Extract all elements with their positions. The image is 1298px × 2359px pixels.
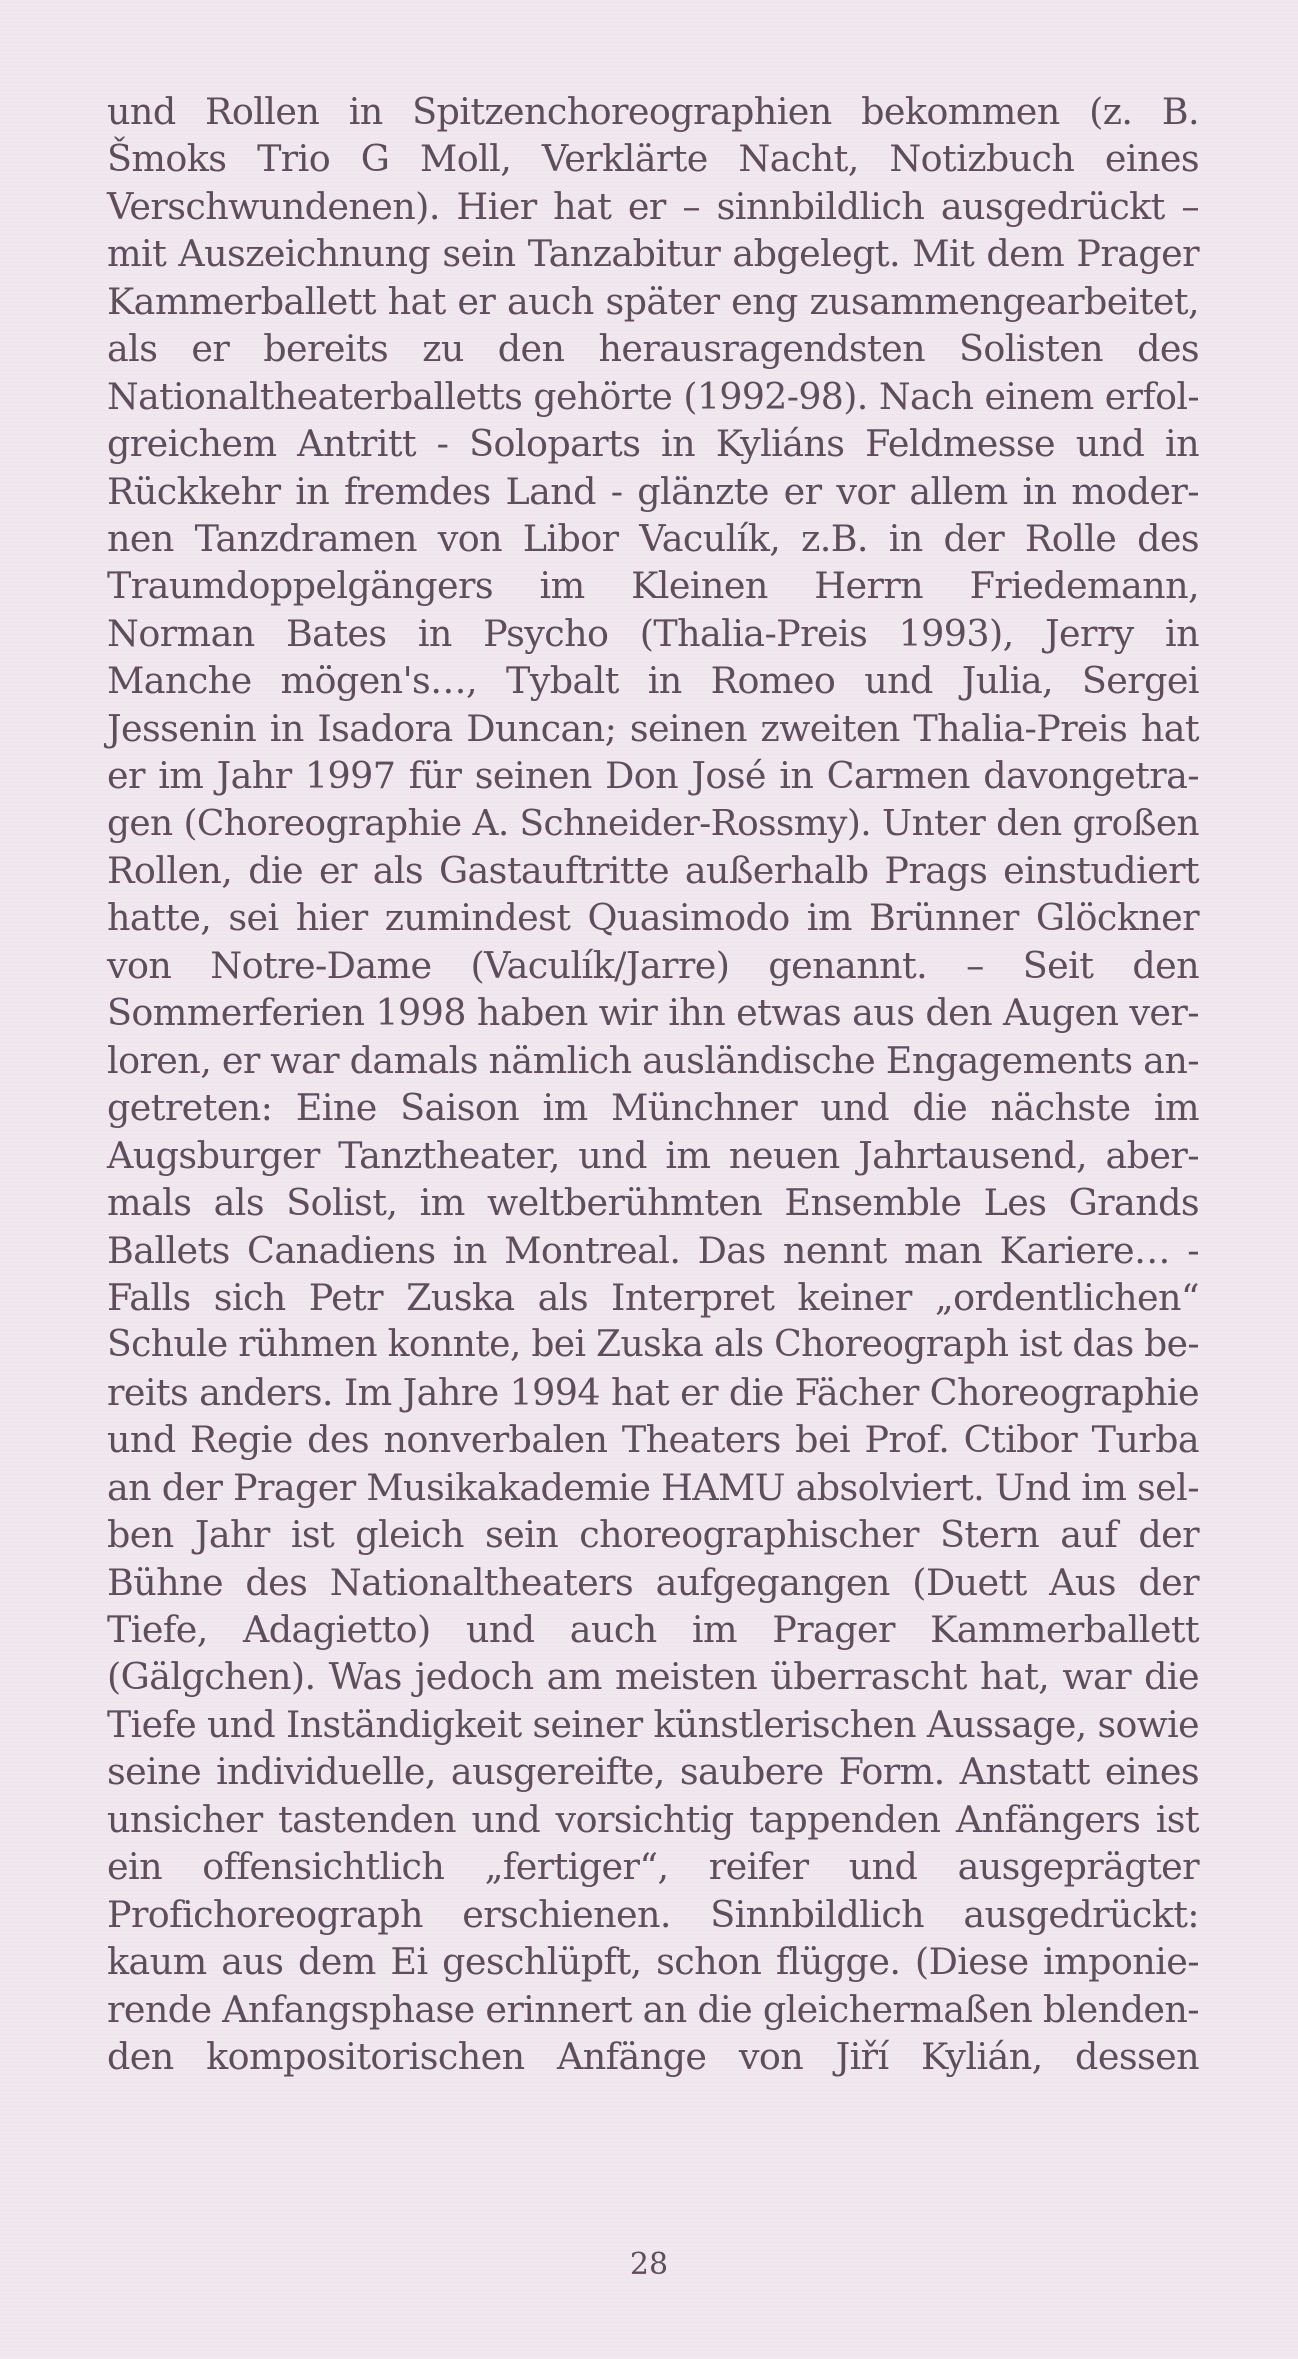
text-line-6: als er bereits zu den herausragendsten Solisten des <box>107 327 1199 371</box>
text-line-40: kaum aus dem Ei geschlüpft, schon flügge. (Diese imponie- <box>107 1940 1199 1984</box>
text-line-18: hatte, sei hier zumindest Quasimodo im Brünner Glöckner <box>107 896 1199 940</box>
text-line-27: Schule rühmen konnte, bei Zuska als Choreograph ist das be- <box>107 1323 1199 1366</box>
text-line-14: Jessenin in Isadora Duncan; seinen zweiten Thalia-Preis hat <box>107 706 1199 750</box>
text-line-21: loren, er war damals nämlich ausländische Engagements an- <box>107 1038 1199 1082</box>
text-line-11: Traumdoppelgängers im Kleinen Herrn Friedemann, <box>107 564 1199 608</box>
text-line-9: Rückkehr in fremdes Land - glänzte er vor allem in moder- <box>107 469 1199 513</box>
text-line-34: (Gälgchen). Was jedoch am meisten überrascht hat, war die <box>107 1655 1199 1699</box>
text-line-16: gen (Choreographie A. Schneider-Rossmy). Unter den großen <box>107 802 1199 844</box>
text-line-5: Kammerballett hat er auch später eng zusammengearbeitet, <box>107 279 1199 323</box>
text-line-42: den kompositorischen Anfänge von Jiří Kylián, dessen <box>107 2034 1199 2078</box>
text-line-35: Tiefe und Inständigkeit seiner künstlerischen Aussage, sowie <box>107 1702 1199 1746</box>
text-line-41: rende Anfangsphase erinnert an die gleichermaßen blenden- <box>107 1987 1199 2031</box>
text-line-31: ben Jahr ist gleich sein choreographischer Stern auf der <box>107 1513 1199 1557</box>
text-line-7: Nationaltheaterballetts gehörte (1992-98). Nach einem erfol- <box>107 374 1199 418</box>
body-text <box>107 88 1199 2080</box>
text-line-10: nen Tanzdramen von Libor Vaculík, z.B. in der Rolle des <box>107 516 1199 560</box>
text-line-23: Augsburger Tanztheater, und im neuen Jahrtausend, aber- <box>107 1133 1199 1177</box>
text-line-33: Tiefe, Adagietto) und auch im Prager Kammerballett <box>107 1608 1199 1651</box>
text-line-29: und Regie des nonverbalen Theaters bei Prof. Ctibor Turba <box>107 1418 1199 1462</box>
text-line-26: Falls sich Petr Zuska als Interpret keiner „ordentlichen“ <box>107 1275 1199 1319</box>
text-line-12: Norman Bates in Psycho (Thalia-Preis 1993), Jerry in <box>107 611 1199 655</box>
text-line-3: Verschwundenen). Hier hat er – sinnbildlich ausgedrückt – <box>107 184 1199 228</box>
page-number: 28 <box>629 2247 669 2282</box>
text-line-8: greichem Antritt - Soloparts in Kyliáns Feldmesse und in <box>107 422 1199 466</box>
text-line-15: er im Jahr 1997 für seinen Don José in Carmen davongetra- <box>107 754 1199 798</box>
text-line-2: Šmoks Trio G Moll, Verklärte Nacht, Notizbuch eines <box>107 137 1199 181</box>
text-line-19: von Notre-Dame (Vaculík/Jarre) genannt. – Seit den <box>107 943 1199 987</box>
text-line-28: reits anders. Im Jahre 1994 hat er die Fächer Choreographie <box>107 1370 1199 1414</box>
text-line-38: ein offensichtlich „fertiger“, reifer und ausgeprägter <box>107 1845 1199 1889</box>
text-line-39: Profichoreograph erschienen. Sinnbildlich ausgedrückt: <box>107 1892 1199 1936</box>
text-line-1: und Rollen in Spitzenchoreographien bekommen (z. B. <box>107 90 1199 133</box>
text-line-20: Sommerferien 1998 haben wir ihn etwas aus den Augen ver- <box>107 991 1199 1035</box>
text-line-36: seine individuelle, ausgereifte, saubere Form. Anstatt eines <box>107 1750 1199 1794</box>
text-line-37: unsicher tastenden und vorsichtig tappenden Anfängers ist <box>107 1797 1199 1841</box>
text-line-13: Manche mögen's…, Tybalt in Romeo und Julia, Sergei <box>107 659 1199 703</box>
text-line-17: Rollen, die er als Gastauftritte außerhalb Prags einstudiert <box>107 849 1199 892</box>
text-line-32: Bühne des Nationaltheaters aufgegangen (Duett Aus der <box>107 1560 1199 1604</box>
text-line-22: getreten: Eine Saison im Münchner und die nächste im <box>107 1086 1199 1130</box>
text-line-24: mals als Solist, im weltberühmten Ensemble Les Grands <box>107 1181 1199 1225</box>
text-line-4: mit Auszeichnung sein Tanzabitur abgelegt. Mit dem Prager <box>107 232 1199 276</box>
text-line-30: an der Prager Musikakademie HAMU absolviert. Und im sel- <box>107 1465 1199 1509</box>
text-line-25: Ballets Canadiens in Montreal. Das nennt man Kariere… - <box>107 1228 1199 1272</box>
